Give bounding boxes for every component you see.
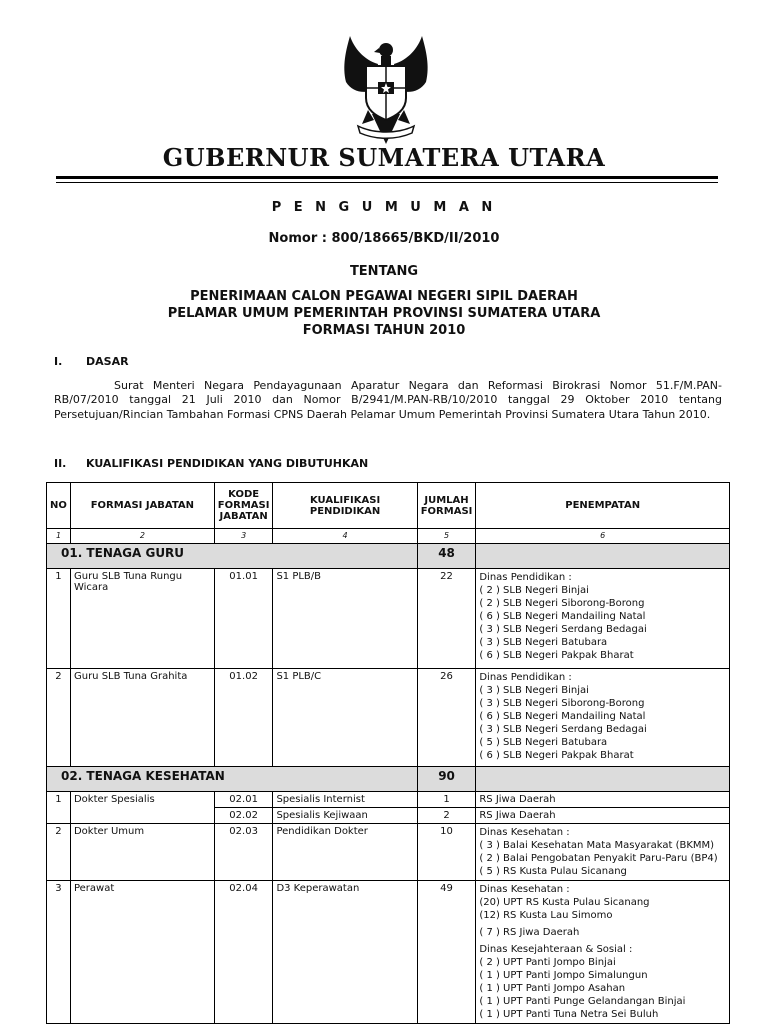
page-title: GUBERNUR SUMATERA UTARA (162, 143, 606, 172)
row-kode: 02.01 (214, 792, 273, 808)
row-no: 3 (47, 881, 71, 1024)
placement-line: ( 6 ) SLB Negeri Mandailing Natal (479, 711, 646, 722)
category-name: 01. TENAGA GURU (47, 544, 418, 569)
category-row (47, 544, 730, 569)
row-penempatan (476, 669, 730, 767)
placement-line: ( 1 ) UPT Panti Tuna Netra Sei Buluh (479, 1009, 659, 1020)
dasar-paragraph: Surat Menteri Negara Pendayagunaan Aparatur Negara dan Reformasi Birokrasi Nomor 51.F/M.PAN-RB/07/2010 tanggal 21 Juli 2010 dan Nomor B/2941/M.PAN-RB/10/2010 tanggal 29 Oktober 2010 tentang Persetujuan/Rincian Tambahan Formasi CPNS Daerah Pelamar Umum Pemerintah Provinsi Sumatera Utara Tahun 2010. (54, 379, 722, 421)
placement-line: ( 3 ) SLB Negeri Serdang Bedagai (479, 624, 647, 635)
category-name: 02. TENAGA KESEHATAN (47, 767, 418, 792)
row-kode: 01.01 (214, 569, 273, 669)
section-dasar-heading (54, 355, 129, 368)
row-kode: 02.02 (214, 808, 273, 824)
header-penempatan: PENEMPATAN (476, 483, 730, 529)
subject-line-3: FORMASI TAHUN 2010 (302, 323, 466, 338)
category-empty (476, 544, 730, 569)
row-penempatan: RS Jiwa Daerah (476, 792, 730, 808)
row-no: 1 (47, 792, 71, 824)
placement-line: ( 2 ) Balai Pengobatan Penyakit Paru-Paru (BP4) (479, 853, 718, 864)
section-number: I. (54, 355, 63, 368)
row-jumlah: 2 (417, 808, 476, 824)
index-cell: 5 (417, 529, 476, 544)
row-jumlah: 22 (417, 569, 476, 669)
placement-line: Dinas Kesehatan : (479, 827, 570, 838)
section-kualifikasi-heading (54, 457, 368, 470)
row-penempatan (476, 569, 730, 669)
header-kualifikasi: KUALIFIKASI PENDIDIKAN (273, 483, 417, 529)
row-no: 2 (47, 669, 71, 767)
row-jumlah: 1 (417, 792, 476, 808)
table-row (47, 569, 730, 669)
header-jumlah: JUMLAH FORMASI (417, 483, 476, 529)
placement-line: ( 1 ) UPT Panti Jompo Simalungun (479, 970, 648, 981)
placement-line: Dinas Kesejahteraan & Sosial : (479, 944, 633, 955)
placement-line: ( 3 ) SLB Negeri Batubara (479, 637, 608, 648)
header-rule-thick (56, 176, 718, 179)
row-jabatan: Guru SLB Tuna Grahita (70, 669, 214, 767)
index-cell: 6 (476, 529, 730, 544)
section-title: KUALIFIKASI PENDIDIKAN YANG DIBUTUHKAN (86, 457, 369, 470)
placement-line: Dinas Pendidikan : (479, 672, 572, 683)
category-row (47, 767, 730, 792)
row-jabatan: Guru SLB Tuna Rungu Wicara (70, 569, 214, 669)
section-number: II. (54, 457, 67, 470)
placement-line: ( 6 ) SLB Negeri Pakpak Bharat (479, 650, 634, 661)
table-row (47, 881, 730, 1024)
tentang-label: TENTANG (349, 264, 419, 279)
row-penempatan (476, 824, 730, 881)
placement-line: ( 3 ) SLB Negeri Binjai (479, 685, 589, 696)
placement-line: ( 2 ) SLB Negeri Binjai (479, 585, 589, 596)
table-row (47, 824, 730, 881)
row-kualifikasi: D3 Keperawatan (273, 881, 417, 1024)
index-cell: 3 (214, 529, 273, 544)
row-jabatan: Perawat (70, 881, 214, 1024)
index-cell: 2 (70, 529, 214, 544)
row-penempatan (476, 881, 730, 1024)
announcement-number: Nomor : 800/18665/BKD/II/2010 (268, 231, 500, 246)
row-kode: 01.02 (214, 669, 273, 767)
row-jumlah: 26 (417, 669, 476, 767)
header-rule-thin (56, 182, 718, 183)
row-no: 1 (47, 569, 71, 669)
placement-line: ( 3 ) SLB Negeri Siborong-Borong (479, 698, 645, 709)
table-row (47, 669, 730, 767)
placement-line: ( 5 ) SLB Negeri Batubara (479, 737, 608, 748)
row-kualifikasi: Pendidikan Dokter (273, 824, 417, 881)
category-empty (476, 767, 730, 792)
section-title: DASAR (86, 355, 129, 368)
header-kode: KODE FORMASI JABATAN (214, 483, 273, 529)
placement-line: ( 6 ) SLB Negeri Pakpak Bharat (479, 750, 634, 761)
row-penempatan: RS Jiwa Daerah (476, 808, 730, 824)
category-total: 90 (417, 767, 476, 792)
placement-line: ( 2 ) SLB Negeri Siborong-Borong (479, 598, 645, 609)
placement-line: ( 3 ) Balai Kesehatan Mata Masyarakat (BKMM) (479, 840, 715, 851)
row-kode: 02.04 (214, 881, 273, 1024)
row-jabatan: Dokter Umum (70, 824, 214, 881)
placement-line: (12) RS Kusta Lau Simomo (479, 910, 613, 921)
category-total: 48 (417, 544, 476, 569)
index-cell: 1 (47, 529, 71, 544)
subject-line-1: PENERIMAAN CALON PEGAWAI NEGERI SIPIL DAERAH (190, 289, 578, 304)
header-no: NO (47, 483, 71, 529)
row-kualifikasi: Spesialis Kejiwaan (273, 808, 417, 824)
placement-line: ( 6 ) SLB Negeri Mandailing Natal (479, 611, 646, 622)
index-cell: 4 (273, 529, 417, 544)
row-kode: 02.03 (214, 824, 273, 881)
announcement-label: P E N G U M U M A N (271, 200, 497, 215)
placement-line: Dinas Kesehatan : (479, 884, 570, 895)
placement-line: ( 1 ) UPT Panti Punge Gelandangan Binjai (479, 996, 686, 1007)
table-row (47, 792, 730, 808)
row-jumlah: 49 (417, 881, 476, 1024)
row-jumlah: 10 (417, 824, 476, 881)
row-kualifikasi: S1 PLB/C (273, 669, 417, 767)
row-jabatan: Dokter Spesialis (70, 792, 214, 824)
header-formasi-jabatan: FORMASI JABATAN (70, 483, 214, 529)
garuda-emblem-icon (334, 36, 438, 148)
placement-line: ( 1 ) UPT Panti Jompo Asahan (479, 983, 626, 994)
placement-line: ( 2 ) UPT Panti Jompo Binjai (479, 957, 616, 968)
placement-line: ( 3 ) SLB Negeri Serdang Bedagai (479, 724, 647, 735)
placement-line: ( 7 ) RS Jiwa Daerah (479, 927, 580, 938)
formation-table (46, 482, 730, 1024)
row-kualifikasi: Spesialis Internist (273, 792, 417, 808)
subject-line-2: PELAMAR UMUM PEMERINTAH PROVINSI SUMATERA UTARA (167, 306, 601, 321)
placement-line: ( 5 ) RS Kusta Pulau Sicanang (479, 866, 627, 877)
row-no: 2 (47, 824, 71, 881)
row-kualifikasi: S1 PLB/B (273, 569, 417, 669)
placement-line: (20) UPT RS Kusta Pulau Sicanang (479, 897, 650, 908)
placement-line: Dinas Pendidikan : (479, 572, 572, 583)
